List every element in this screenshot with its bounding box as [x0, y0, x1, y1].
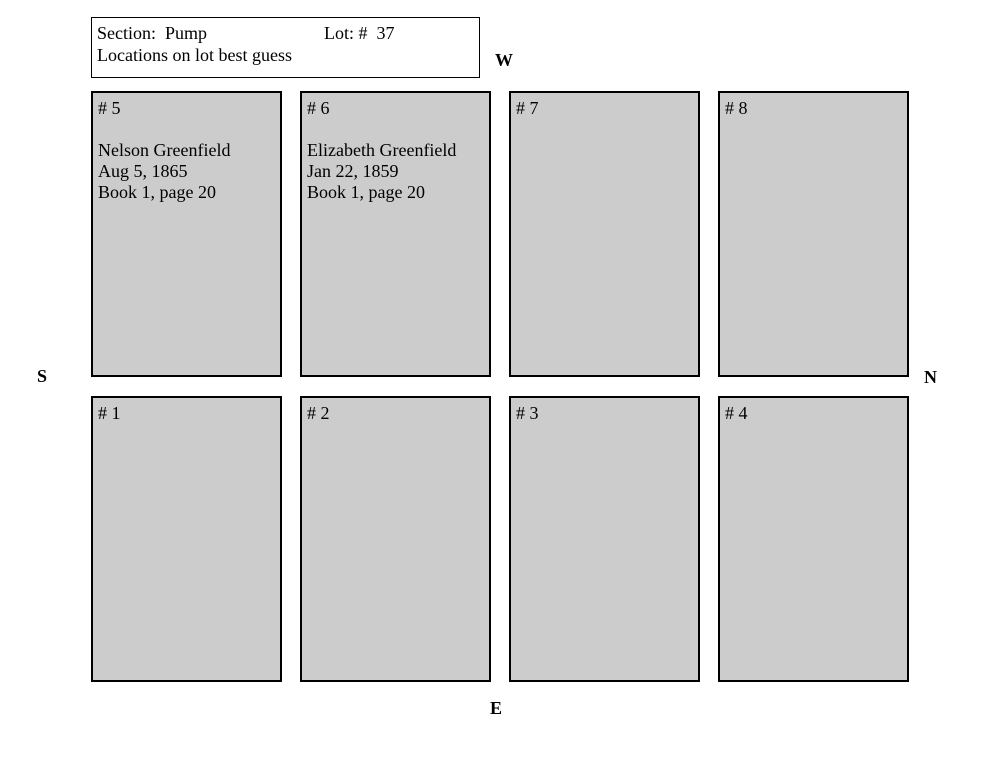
grave-plot-5	[91, 91, 282, 377]
lot-number-label: Lot: # 37	[324, 23, 395, 43]
plot-number: # 3	[516, 403, 539, 423]
burial-date: Jan 22, 1859	[307, 161, 399, 181]
plot-spacer	[98, 119, 280, 140]
burial-record-reference: Book 1, page 20	[307, 182, 425, 202]
plot-number: # 4	[725, 403, 748, 423]
grave-plot-6	[300, 91, 491, 377]
plot-number: # 1	[98, 403, 121, 423]
lot-info-box	[91, 17, 480, 78]
compass-south-label: S	[37, 366, 48, 386]
grave-plot-3	[509, 396, 700, 682]
burial-name: Elizabeth Greenfield	[307, 140, 457, 160]
compass-north-label: N	[924, 367, 937, 387]
plot-number: # 7	[516, 98, 539, 118]
grave-plot-8	[718, 91, 909, 377]
compass-west-label: W	[495, 50, 513, 70]
grave-plot-2	[300, 396, 491, 682]
grave-plot-4	[718, 396, 909, 682]
location-note: Locations on lot best guess	[97, 45, 292, 65]
lot-info-line	[97, 22, 479, 44]
plot-number: # 2	[307, 403, 330, 423]
burial-date: Aug 5, 1865	[98, 161, 188, 181]
compass-east-label: E	[490, 698, 503, 718]
plot-number: # 8	[725, 98, 748, 118]
plot-number: # 6	[307, 98, 330, 118]
burial-record-reference: Book 1, page 20	[98, 182, 216, 202]
plot-spacer	[307, 119, 489, 140]
burial-name: Nelson Greenfield	[98, 140, 231, 160]
grave-plot-1	[91, 396, 282, 682]
plot-number: # 5	[98, 98, 121, 118]
section-label: Section: Pump	[97, 23, 208, 43]
grave-plot-7	[509, 91, 700, 377]
